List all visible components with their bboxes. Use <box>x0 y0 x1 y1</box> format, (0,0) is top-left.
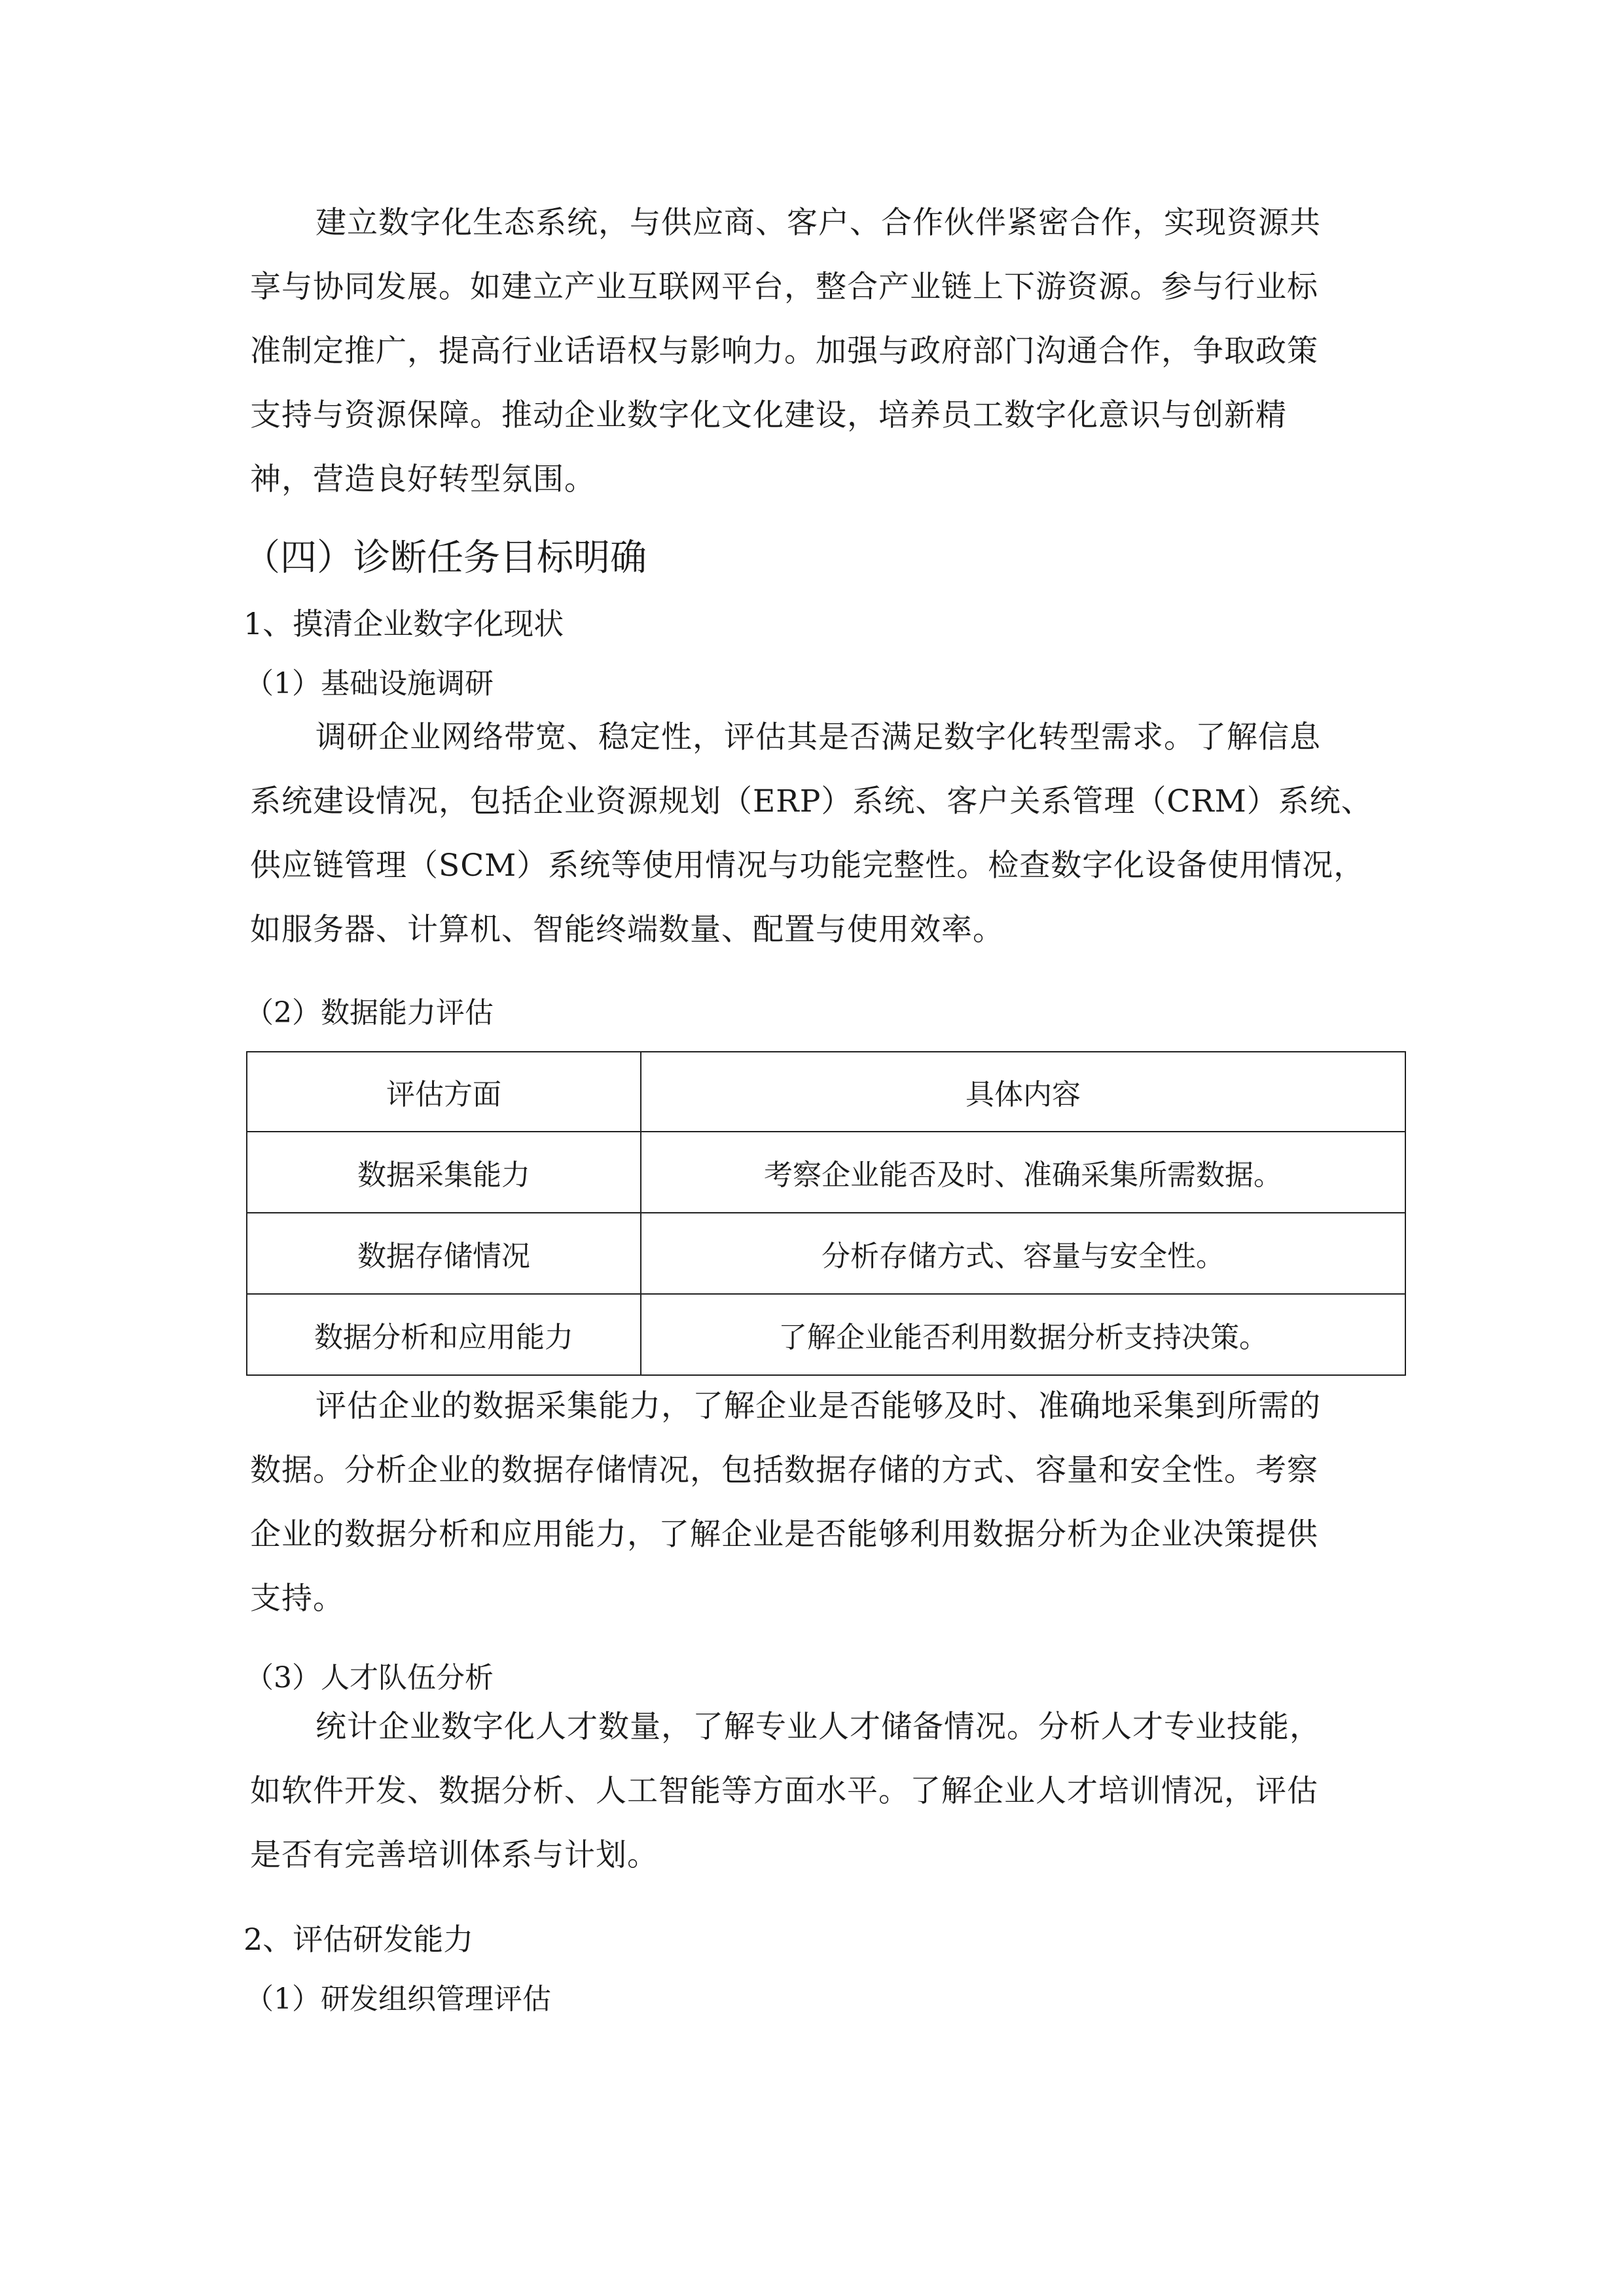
paragraph-line: 准制定推广，提高行业话语权与影响力。加强与政府部门沟通合作，争取政策 <box>250 333 1318 369</box>
paragraph-infrastructure <box>250 706 1402 962</box>
paragraph-line: 数据。分析企业的数据存储情况，包括数据存储的方式、容量和安全性。考察 <box>250 1452 1318 1488</box>
paragraph-data-capability <box>250 1374 1402 1631</box>
data-capability-table <box>246 1051 1406 1376</box>
section-heading: （四）诊断任务目标明确 <box>244 537 647 579</box>
item-heading: 1、摸清企业数字化现状 <box>244 606 564 641</box>
paragraph-line: 如软件开发、数据分析、人工智能等方面水平。了解企业人才培训情况，评估 <box>250 1773 1318 1809</box>
paragraph-line: 神，营造良好转型氛围。 <box>250 461 596 497</box>
table-cell: 了解企业能否利用数据分析支持决策。 <box>641 1294 1405 1375</box>
paragraph-line: 如服务器、计算机、智能终端数量、配置与使用效率。 <box>250 912 1004 948</box>
paragraph-line: 统计企业数字化人才数量，了解专业人才储备情况。分析人才专业技能， <box>316 1709 1321 1745</box>
subitem-heading: （3）人才队伍分析 <box>245 1661 494 1695</box>
table-header-cell: 具体内容 <box>641 1052 1405 1132</box>
paragraph-line: 支持。 <box>250 1581 344 1617</box>
table-cell: 数据分析和应用能力 <box>247 1294 641 1375</box>
table-header-cell: 评估方面 <box>247 1052 641 1132</box>
table-cell: 分析存储方式、容量与安全性。 <box>641 1213 1405 1294</box>
subitem-heading: （1）研发组织管理评估 <box>245 1982 551 2016</box>
table-cell: 数据存储情况 <box>247 1213 641 1294</box>
subitem-heading: （2）数据能力评估 <box>245 996 494 1030</box>
paragraph-line: 享与协同发展。如建立产业互联网平台，整合产业链上下游资源。参与行业标 <box>250 269 1318 305</box>
paragraph-line: 是否有完善培训体系与计划。 <box>250 1837 659 1873</box>
table-row <box>247 1213 1405 1294</box>
item-heading: 2、评估研发能力 <box>244 1922 474 1957</box>
paragraph-line: 建立数字化生态系统，与供应商、客户、合作伙伴紧密合作，实现资源共 <box>316 205 1321 241</box>
paragraph-line: 支持与资源保障。推动企业数字化文化建设，培养员工数字化意识与创新精 <box>250 397 1287 433</box>
table-cell: 考察企业能否及时、准确采集所需数据。 <box>641 1132 1405 1213</box>
paragraph-ecosystem <box>250 191 1402 512</box>
table-cell: 数据采集能力 <box>247 1132 641 1213</box>
paragraph-line: 调研企业网络带宽、稳定性，评估其是否满足数字化转型需求。了解信息 <box>316 719 1321 755</box>
paragraph-line: 评估企业的数据采集能力，了解企业是否能够及时、准确地采集到所需的 <box>316 1388 1321 1424</box>
paragraph-line: 企业的数据分析和应用能力，了解企业是否能够利用数据分析为企业决策提供 <box>250 1516 1318 1552</box>
paragraph-line: 供应链管理（SCM）系统等使用情况与功能完整性。检查数字化设备使用情况， <box>250 848 1365 884</box>
paragraph-line: 系统建设情况，包括企业资源规划（ERP）系统、客户关系管理（CRM）系统、 <box>250 783 1373 819</box>
table-header-row <box>247 1052 1405 1132</box>
table-row <box>247 1132 1405 1213</box>
subitem-heading: （1）基础设施调研 <box>245 667 494 700</box>
paragraph-talent <box>250 1695 1402 1888</box>
table-row <box>247 1294 1405 1375</box>
